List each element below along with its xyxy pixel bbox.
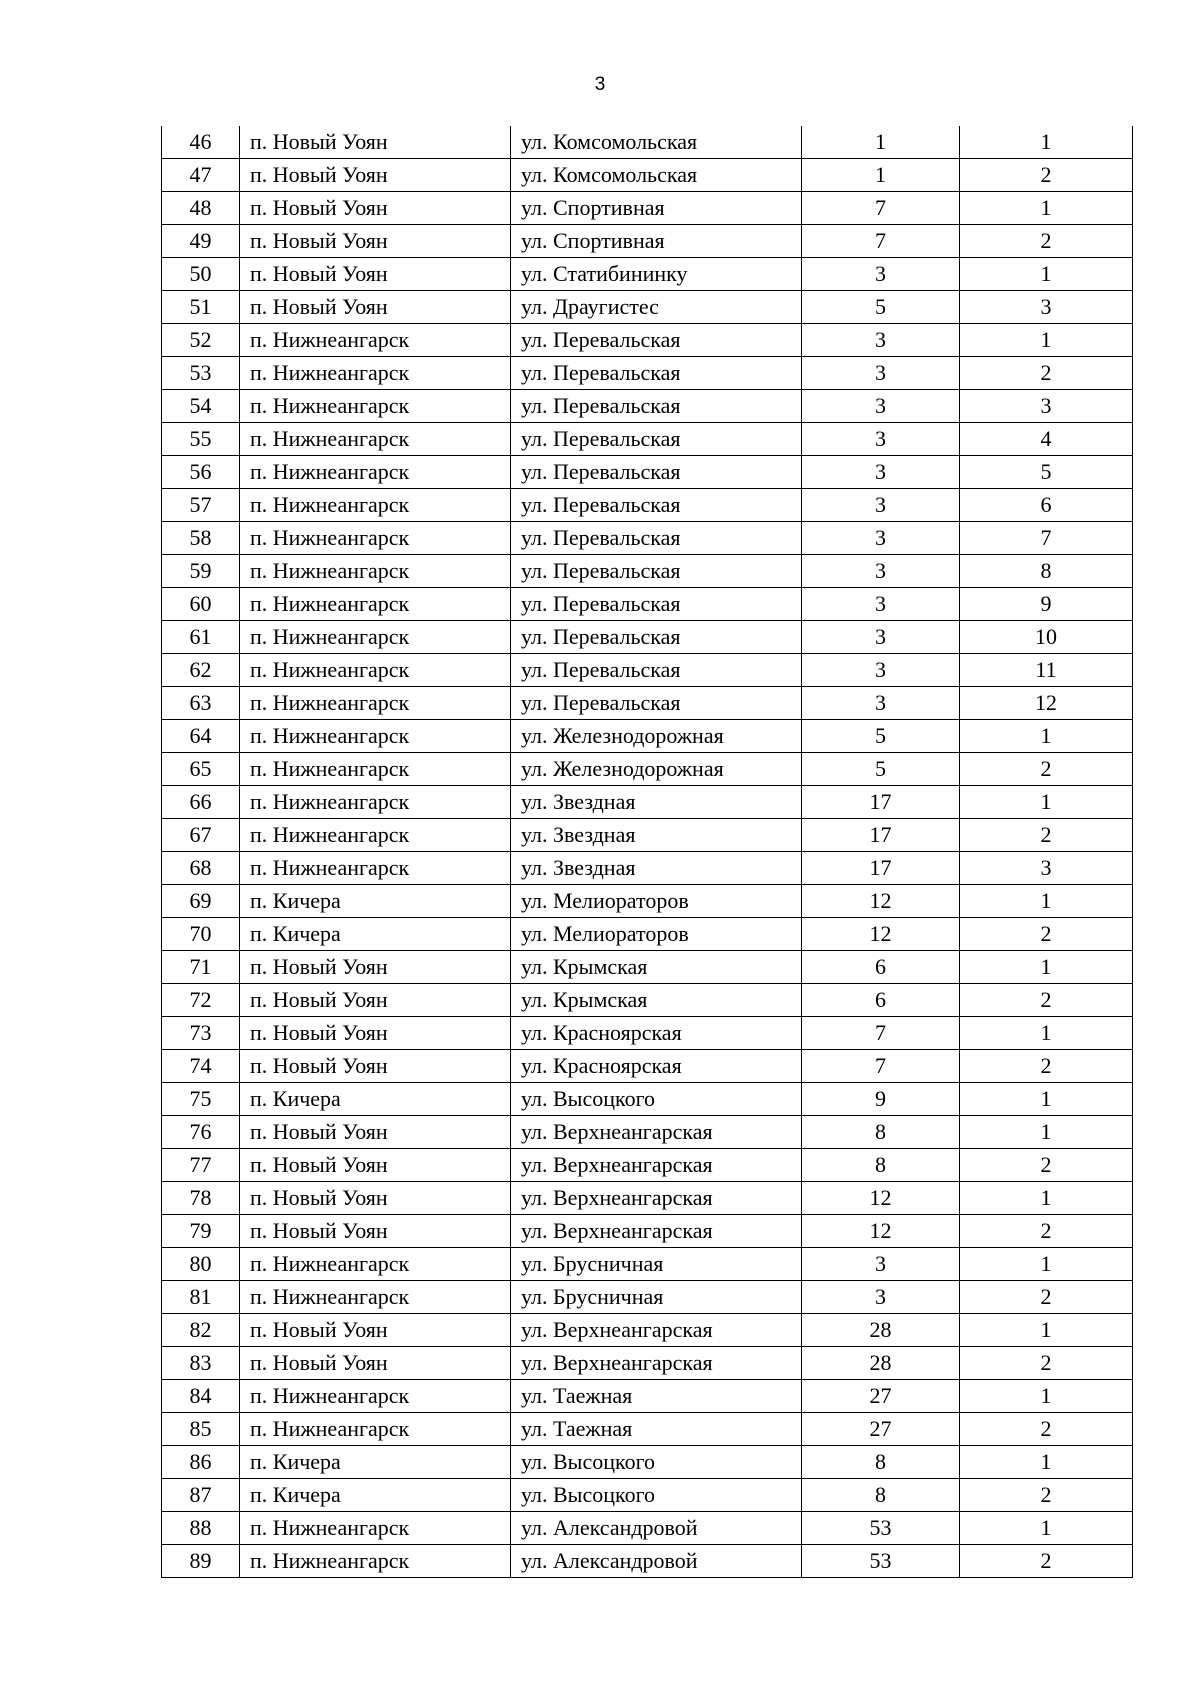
settlement-cell: п. Нижнеангарск (240, 621, 511, 654)
street-cell: ул. Таежная (511, 1413, 802, 1446)
apartment-number-cell: 2 (960, 819, 1133, 852)
settlement-cell: п. Новый Уоян (240, 1116, 511, 1149)
street-cell: ул. Верхнеангарская (511, 1182, 802, 1215)
settlement-cell: п. Нижнеангарск (240, 819, 511, 852)
settlement-cell: п. Кичера (240, 1446, 511, 1479)
settlement-cell: п. Новый Уоян (240, 951, 511, 984)
apartment-number-cell: 2 (960, 1215, 1133, 1248)
street-cell: ул. Брусничная (511, 1281, 802, 1314)
settlement-cell: п. Новый Уоян (240, 258, 511, 291)
settlement-cell: п. Нижнеангарск (240, 522, 511, 555)
apartment-number-cell: 2 (960, 1545, 1133, 1578)
table-row (162, 1281, 1133, 1314)
settlement-cell: п. Новый Уоян (240, 1182, 511, 1215)
house-number-cell: 6 (802, 951, 960, 984)
row-number-cell: 86 (162, 1446, 240, 1479)
house-number-cell: 3 (802, 456, 960, 489)
apartment-number-cell: 1 (960, 720, 1133, 753)
street-cell: ул. Комсомольская (511, 159, 802, 192)
table-row (162, 918, 1133, 951)
street-cell: ул. Перевальская (511, 456, 802, 489)
apartment-number-cell: 7 (960, 522, 1133, 555)
address-table (161, 126, 1133, 1578)
apartment-number-cell: 8 (960, 555, 1133, 588)
street-cell: ул. Александровой (511, 1512, 802, 1545)
settlement-cell: п. Нижнеангарск (240, 588, 511, 621)
settlement-cell: п. Нижнеангарск (240, 1380, 511, 1413)
house-number-cell: 1 (802, 126, 960, 159)
street-cell: ул. Перевальская (511, 522, 802, 555)
house-number-cell: 3 (802, 1281, 960, 1314)
table-row (162, 786, 1133, 819)
table-row (162, 1380, 1133, 1413)
settlement-cell: п. Нижнеангарск (240, 753, 511, 786)
table-row (162, 258, 1133, 291)
row-number-cell: 60 (162, 588, 240, 621)
street-cell: ул. Комсомольская (511, 126, 802, 159)
table-row (162, 654, 1133, 687)
settlement-cell: п. Нижнеангарск (240, 1413, 511, 1446)
apartment-number-cell: 3 (960, 390, 1133, 423)
row-number-cell: 50 (162, 258, 240, 291)
apartment-number-cell: 2 (960, 225, 1133, 258)
house-number-cell: 1 (802, 159, 960, 192)
house-number-cell: 27 (802, 1380, 960, 1413)
house-number-cell: 7 (802, 1017, 960, 1050)
settlement-cell: п. Нижнеангарск (240, 555, 511, 588)
row-number-cell: 59 (162, 555, 240, 588)
table-row (162, 819, 1133, 852)
apartment-number-cell: 2 (960, 918, 1133, 951)
house-number-cell: 28 (802, 1347, 960, 1380)
apartment-number-cell: 3 (960, 852, 1133, 885)
house-number-cell: 3 (802, 324, 960, 357)
row-number-cell: 85 (162, 1413, 240, 1446)
street-cell: ул. Красноярская (511, 1017, 802, 1050)
row-number-cell: 75 (162, 1083, 240, 1116)
street-cell: ул. Перевальская (511, 423, 802, 456)
street-cell: ул. Звездная (511, 819, 802, 852)
settlement-cell: п. Нижнеангарск (240, 720, 511, 753)
apartment-number-cell: 10 (960, 621, 1133, 654)
street-cell: ул. Перевальская (511, 654, 802, 687)
settlement-cell: п. Нижнеангарск (240, 687, 511, 720)
table-row (162, 1512, 1133, 1545)
apartment-number-cell: 1 (960, 192, 1133, 225)
apartment-number-cell: 1 (960, 1116, 1133, 1149)
street-cell: ул. Крымская (511, 984, 802, 1017)
row-number-cell: 49 (162, 225, 240, 258)
street-cell: ул. Верхнеангарская (511, 1215, 802, 1248)
house-number-cell: 3 (802, 258, 960, 291)
street-cell: ул. Крымская (511, 951, 802, 984)
street-cell: ул. Спортивная (511, 225, 802, 258)
table-row (162, 687, 1133, 720)
settlement-cell: п. Нижнеангарск (240, 357, 511, 390)
settlement-cell: п. Нижнеангарск (240, 654, 511, 687)
street-cell: ул. Драугистес (511, 291, 802, 324)
settlement-cell: п. Нижнеангарск (240, 456, 511, 489)
settlement-cell: п. Кичера (240, 885, 511, 918)
row-number-cell: 79 (162, 1215, 240, 1248)
row-number-cell: 89 (162, 1545, 240, 1578)
table-row (162, 951, 1133, 984)
apartment-number-cell: 2 (960, 1347, 1133, 1380)
house-number-cell: 7 (802, 1050, 960, 1083)
apartment-number-cell: 3 (960, 291, 1133, 324)
apartment-number-cell: 2 (960, 753, 1133, 786)
table-row (162, 1248, 1133, 1281)
table-row (162, 1050, 1133, 1083)
street-cell: ул. Верхнеангарская (511, 1314, 802, 1347)
settlement-cell: п. Нижнеангарск (240, 786, 511, 819)
row-number-cell: 46 (162, 126, 240, 159)
house-number-cell: 7 (802, 225, 960, 258)
settlement-cell: п. Нижнеангарск (240, 423, 511, 456)
row-number-cell: 70 (162, 918, 240, 951)
table-row (162, 984, 1133, 1017)
settlement-cell: п. Нижнеангарск (240, 489, 511, 522)
row-number-cell: 88 (162, 1512, 240, 1545)
house-number-cell: 5 (802, 291, 960, 324)
house-number-cell: 17 (802, 852, 960, 885)
table-row (162, 456, 1133, 489)
street-cell: ул. Красноярская (511, 1050, 802, 1083)
address-table-body (162, 126, 1133, 1578)
street-cell: ул. Перевальская (511, 687, 802, 720)
apartment-number-cell: 1 (960, 324, 1133, 357)
house-number-cell: 17 (802, 786, 960, 819)
settlement-cell: п. Кичера (240, 918, 511, 951)
row-number-cell: 74 (162, 1050, 240, 1083)
house-number-cell: 3 (802, 1248, 960, 1281)
row-number-cell: 55 (162, 423, 240, 456)
house-number-cell: 3 (802, 489, 960, 522)
settlement-cell: п. Нижнеангарск (240, 1512, 511, 1545)
apartment-number-cell: 1 (960, 885, 1133, 918)
apartment-number-cell: 1 (960, 1314, 1133, 1347)
street-cell: ул. Высоцкого (511, 1479, 802, 1512)
house-number-cell: 3 (802, 588, 960, 621)
apartment-number-cell: 6 (960, 489, 1133, 522)
row-number-cell: 61 (162, 621, 240, 654)
apartment-number-cell: 2 (960, 1413, 1133, 1446)
apartment-number-cell: 1 (960, 1182, 1133, 1215)
row-number-cell: 69 (162, 885, 240, 918)
row-number-cell: 63 (162, 687, 240, 720)
table-row (162, 489, 1133, 522)
street-cell: ул. Верхнеангарская (511, 1149, 802, 1182)
row-number-cell: 56 (162, 456, 240, 489)
table-row (162, 1545, 1133, 1578)
street-cell: ул. Перевальская (511, 588, 802, 621)
street-cell: ул. Звездная (511, 786, 802, 819)
apartment-number-cell: 2 (960, 159, 1133, 192)
row-number-cell: 87 (162, 1479, 240, 1512)
row-number-cell: 67 (162, 819, 240, 852)
row-number-cell: 58 (162, 522, 240, 555)
apartment-number-cell: 9 (960, 588, 1133, 621)
row-number-cell: 64 (162, 720, 240, 753)
settlement-cell: п. Новый Уоян (240, 1017, 511, 1050)
row-number-cell: 81 (162, 1281, 240, 1314)
house-number-cell: 6 (802, 984, 960, 1017)
house-number-cell: 3 (802, 555, 960, 588)
table-row (162, 192, 1133, 225)
row-number-cell: 65 (162, 753, 240, 786)
table-row (162, 1116, 1133, 1149)
street-cell: ул. Александровой (511, 1545, 802, 1578)
street-cell: ул. Перевальская (511, 324, 802, 357)
settlement-cell: п. Новый Уоян (240, 1314, 511, 1347)
settlement-cell: п. Нижнеангарск (240, 1545, 511, 1578)
street-cell: ул. Высоцкого (511, 1083, 802, 1116)
settlement-cell: п. Новый Уоян (240, 291, 511, 324)
table-row (162, 555, 1133, 588)
apartment-number-cell: 1 (960, 258, 1133, 291)
table-row (162, 1149, 1133, 1182)
table-row (162, 1017, 1133, 1050)
table-row (162, 1215, 1133, 1248)
house-number-cell: 3 (802, 390, 960, 423)
street-cell: ул. Мелиораторов (511, 918, 802, 951)
table-row (162, 1479, 1133, 1512)
apartment-number-cell: 2 (960, 1149, 1133, 1182)
street-cell: ул. Верхнеангарская (511, 1347, 802, 1380)
settlement-cell: п. Новый Уоян (240, 1050, 511, 1083)
house-number-cell: 8 (802, 1479, 960, 1512)
house-number-cell: 8 (802, 1446, 960, 1479)
settlement-cell: п. Новый Уоян (240, 984, 511, 1017)
street-cell: ул. Высоцкого (511, 1446, 802, 1479)
apartment-number-cell: 1 (960, 1380, 1133, 1413)
settlement-cell: п. Новый Уоян (240, 126, 511, 159)
row-number-cell: 73 (162, 1017, 240, 1050)
house-number-cell: 3 (802, 654, 960, 687)
page-number: 3 (594, 74, 606, 95)
row-number-cell: 71 (162, 951, 240, 984)
house-number-cell: 8 (802, 1116, 960, 1149)
table-row (162, 1347, 1133, 1380)
house-number-cell: 3 (802, 522, 960, 555)
table-row (162, 621, 1133, 654)
table-row (162, 588, 1133, 621)
house-number-cell: 17 (802, 819, 960, 852)
apartment-number-cell: 2 (960, 1050, 1133, 1083)
settlement-cell: п. Нижнеангарск (240, 1281, 511, 1314)
street-cell: ул. Таежная (511, 1380, 802, 1413)
table-row (162, 159, 1133, 192)
apartment-number-cell: 1 (960, 126, 1133, 159)
street-cell: ул. Спортивная (511, 192, 802, 225)
house-number-cell: 9 (802, 1083, 960, 1116)
table-row (162, 720, 1133, 753)
apartment-number-cell: 2 (960, 357, 1133, 390)
apartment-number-cell: 1 (960, 786, 1133, 819)
row-number-cell: 57 (162, 489, 240, 522)
apartment-number-cell: 1 (960, 951, 1133, 984)
street-cell: ул. Брусничная (511, 1248, 802, 1281)
apartment-number-cell: 5 (960, 456, 1133, 489)
street-cell: ул. Перевальская (511, 357, 802, 390)
row-number-cell: 80 (162, 1248, 240, 1281)
street-cell: ул. Перевальская (511, 621, 802, 654)
table-row (162, 1413, 1133, 1446)
table-row (162, 423, 1133, 456)
apartment-number-cell: 11 (960, 654, 1133, 687)
table-row (162, 390, 1133, 423)
apartment-number-cell: 12 (960, 687, 1133, 720)
house-number-cell: 3 (802, 423, 960, 456)
row-number-cell: 72 (162, 984, 240, 1017)
settlement-cell: п. Новый Уоян (240, 225, 511, 258)
house-number-cell: 12 (802, 918, 960, 951)
apartment-number-cell: 4 (960, 423, 1133, 456)
apartment-number-cell: 2 (960, 984, 1133, 1017)
house-number-cell: 5 (802, 753, 960, 786)
house-number-cell: 53 (802, 1545, 960, 1578)
house-number-cell: 5 (802, 720, 960, 753)
settlement-cell: п. Кичера (240, 1479, 511, 1512)
table-row (162, 1182, 1133, 1215)
apartment-number-cell: 2 (960, 1281, 1133, 1314)
street-cell: ул. Перевальская (511, 390, 802, 423)
table-row (162, 225, 1133, 258)
street-cell: ул. Звездная (511, 852, 802, 885)
row-number-cell: 53 (162, 357, 240, 390)
row-number-cell: 62 (162, 654, 240, 687)
settlement-cell: п. Новый Уоян (240, 159, 511, 192)
table-row (162, 522, 1133, 555)
street-cell: ул. Железнодорожная (511, 720, 802, 753)
table-row (162, 357, 1133, 390)
row-number-cell: 47 (162, 159, 240, 192)
row-number-cell: 54 (162, 390, 240, 423)
house-number-cell: 3 (802, 621, 960, 654)
house-number-cell: 28 (802, 1314, 960, 1347)
street-cell: ул. Статибининку (511, 258, 802, 291)
settlement-cell: п. Нижнеангарск (240, 390, 511, 423)
house-number-cell: 27 (802, 1413, 960, 1446)
table-row (162, 1314, 1133, 1347)
table-row (162, 753, 1133, 786)
apartment-number-cell: 1 (960, 1083, 1133, 1116)
house-number-cell: 12 (802, 885, 960, 918)
table-row (162, 1083, 1133, 1116)
street-cell: ул. Перевальская (511, 489, 802, 522)
row-number-cell: 48 (162, 192, 240, 225)
settlement-cell: п. Новый Уоян (240, 1215, 511, 1248)
street-cell: ул. Перевальская (511, 555, 802, 588)
settlement-cell: п. Новый Уоян (240, 1347, 511, 1380)
table-row (162, 1446, 1133, 1479)
house-number-cell: 12 (802, 1215, 960, 1248)
settlement-cell: п. Нижнеангарск (240, 852, 511, 885)
house-number-cell: 8 (802, 1149, 960, 1182)
apartment-number-cell: 1 (960, 1248, 1133, 1281)
settlement-cell: п. Новый Уоян (240, 1149, 511, 1182)
row-number-cell: 83 (162, 1347, 240, 1380)
settlement-cell: п. Новый Уоян (240, 192, 511, 225)
row-number-cell: 76 (162, 1116, 240, 1149)
row-number-cell: 82 (162, 1314, 240, 1347)
table-row (162, 291, 1133, 324)
row-number-cell: 52 (162, 324, 240, 357)
apartment-number-cell: 1 (960, 1446, 1133, 1479)
house-number-cell: 3 (802, 687, 960, 720)
house-number-cell: 12 (802, 1182, 960, 1215)
row-number-cell: 68 (162, 852, 240, 885)
settlement-cell: п. Кичера (240, 1083, 511, 1116)
settlement-cell: п. Нижнеангарск (240, 1248, 511, 1281)
settlement-cell: п. Нижнеангарск (240, 324, 511, 357)
row-number-cell: 84 (162, 1380, 240, 1413)
table-row (162, 324, 1133, 357)
street-cell: ул. Железнодорожная (511, 753, 802, 786)
street-cell: ул. Верхнеангарская (511, 1116, 802, 1149)
house-number-cell: 53 (802, 1512, 960, 1545)
house-number-cell: 7 (802, 192, 960, 225)
row-number-cell: 77 (162, 1149, 240, 1182)
table-row (162, 852, 1133, 885)
table-row (162, 126, 1133, 159)
apartment-number-cell: 1 (960, 1017, 1133, 1050)
apartment-number-cell: 1 (960, 1512, 1133, 1545)
row-number-cell: 78 (162, 1182, 240, 1215)
row-number-cell: 66 (162, 786, 240, 819)
house-number-cell: 3 (802, 357, 960, 390)
apartment-number-cell: 2 (960, 1479, 1133, 1512)
row-number-cell: 51 (162, 291, 240, 324)
street-cell: ул. Мелиораторов (511, 885, 802, 918)
table-row (162, 885, 1133, 918)
